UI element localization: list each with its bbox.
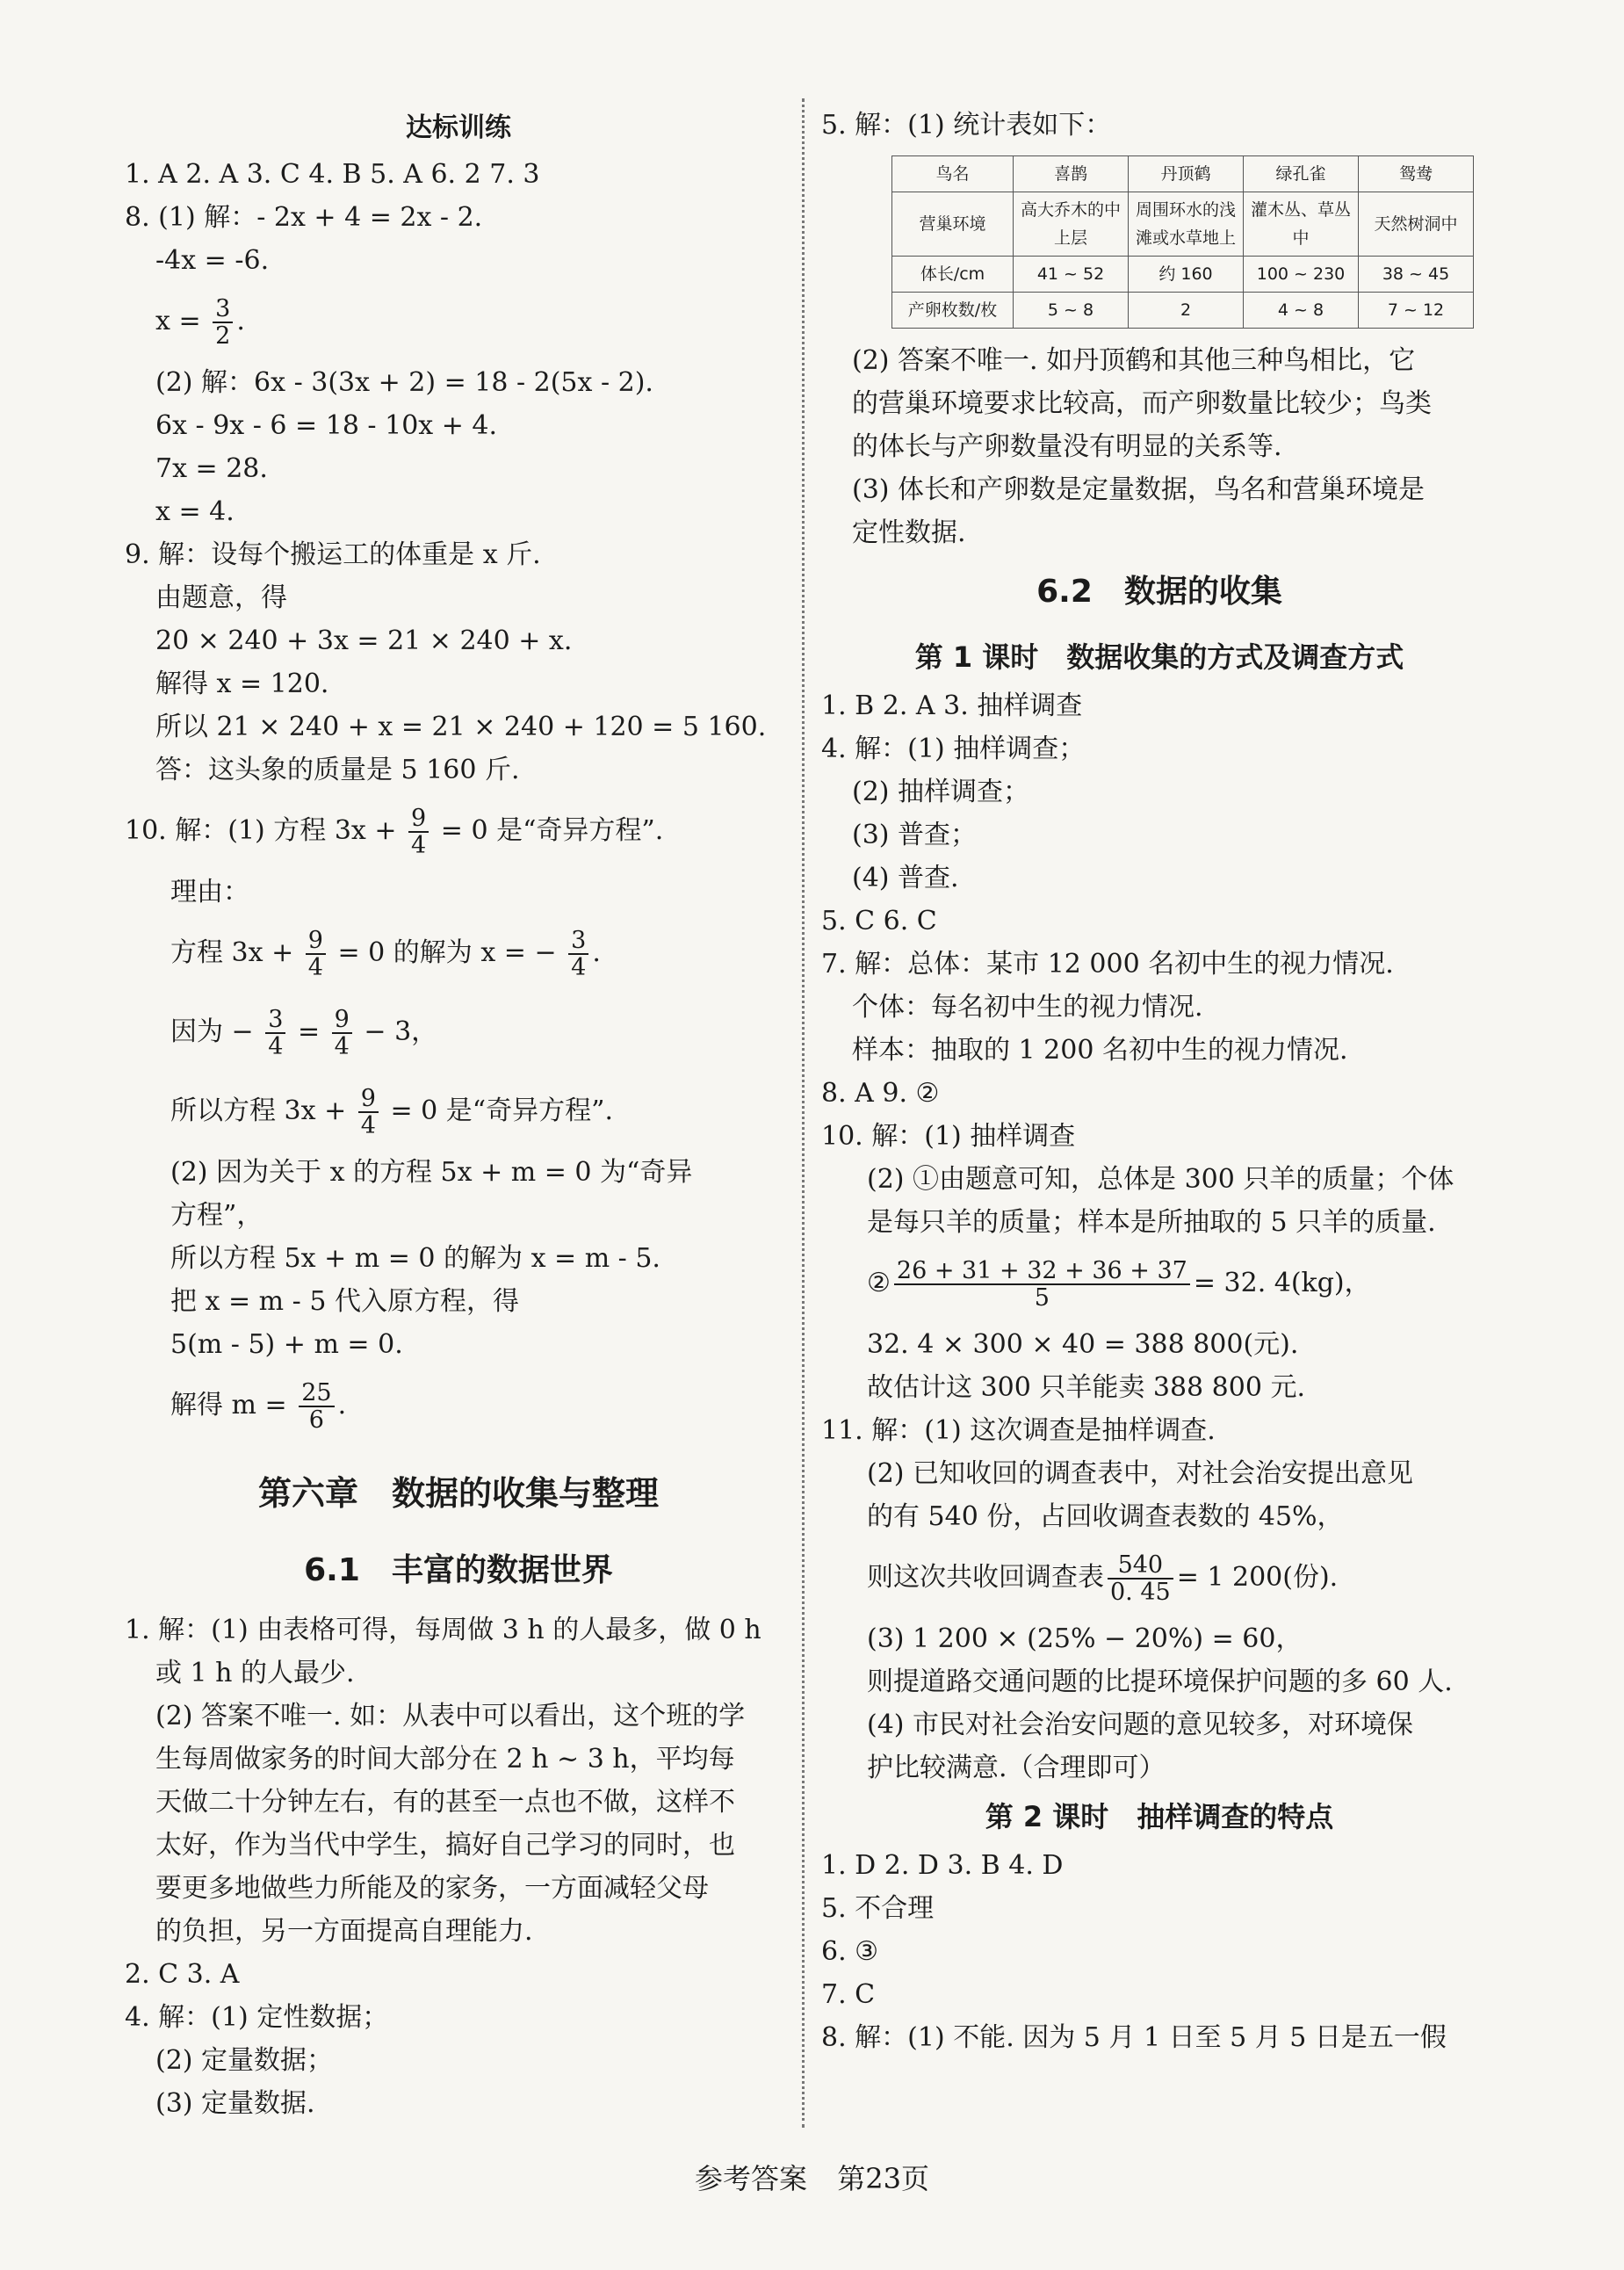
fraction: $\frac{26 + 31 + 32 + 36 + 37}{5}$ (894, 1258, 1190, 1311)
table-cell: 体长/cm (892, 257, 1014, 293)
answer-line: 所以方程 5x + m = 0 的解为 x = m - 5. (170, 1243, 660, 1274)
answer-line: 的有 540 份，占回收调查表数的 45%， (867, 1501, 1344, 1532)
answer-line: 5. 不合理 (821, 1893, 935, 1924)
fraction-line: 因为 − $\frac{3}{4}$ = $\frac{9}{4}$ − 3， (170, 1006, 438, 1060)
table-cell: 灌木丛、草丛中 (1244, 192, 1359, 257)
answer-line: 护比较满意.（合理即可） (867, 1753, 1166, 1783)
answer-line: 定性数据. (852, 517, 966, 548)
table-cell: 41 ~ 52 (1014, 257, 1129, 293)
lesson-title-1: 第 1 课时 数据收集的方式及调查方式 (914, 640, 1404, 674)
table-cell: 绿孔雀 (1244, 156, 1359, 192)
footer-label: 参考答案 (695, 2162, 808, 2195)
answer-line: 个体：每名初中生的视力情况. (852, 992, 1203, 1023)
answer-line: 故估计这 300 只羊能卖 388 800 元. (867, 1372, 1305, 1403)
table-row (892, 257, 1474, 293)
fraction-line: ② $\frac{26 + 31 + 32 + 36 + 37}{5}$ = 32. 4(kg)， (867, 1257, 1371, 1312)
table-cell: 高大乔木的中上层 (1014, 192, 1129, 257)
answer-line: 8. (1) 解：- 2x + 4 = 2x - 2. (125, 202, 483, 233)
chapter-title: 第六章 数据的收集与整理 (257, 1474, 659, 1513)
answer-line: 7. 解：总体：某市 12 000 名初中生的视力情况. (821, 949, 1394, 980)
answer-line: 2. C 3. A (125, 1959, 240, 1990)
answer-line: 的营巢环境要求比较高，而产卵数量比较少；鸟类 (852, 388, 1432, 419)
table-cell: 5 ~ 8 (1014, 293, 1129, 329)
answer-line: 解得 x = 120. (155, 669, 329, 699)
right-column (821, 104, 1498, 2059)
answer-line: 32. 4 × 300 × 40 = 388 800(元). (867, 1329, 1299, 1360)
answer-line: 7x = 28. (155, 453, 268, 484)
table-cell: 营巢环境 (892, 192, 1014, 257)
answer-line: (4) 普查. (852, 863, 959, 893)
bird-statistics-table (891, 155, 1474, 329)
answer-line: 答：这头象的质量是 5 160 斤. (155, 755, 520, 785)
section-title-6-2: 6.2 数据的收集 (1036, 574, 1282, 610)
answer-line: (2) ①由题意可知，总体是 300 只羊的质量；个体 (867, 1164, 1454, 1195)
answer-line: -4x = -6. (155, 245, 270, 276)
answer-line: 是每只羊的质量；样本是所抽取的 5 只羊的质量. (867, 1207, 1436, 1238)
fraction: $\frac{3}{4}$ (265, 1007, 285, 1059)
fraction: $\frac{9}{4}$ (358, 1086, 379, 1139)
section-heading-practice: 达标训练 (406, 112, 511, 143)
answer-line: (3) 定量数据. (155, 2088, 315, 2119)
fraction-line: 10. 解：(1) 方程 3x + $\frac{9}{4}$ = 0 是“奇异方程”. (125, 805, 664, 859)
answer-line: 的负担，另一方面提高自理能力. (155, 1916, 533, 1947)
fraction-line: 所以方程 3x + $\frac{9}{4}$ = 0 是“奇异方程”. (170, 1085, 614, 1139)
fraction: $\frac{25}{6}$ (299, 1380, 334, 1433)
fraction: $\frac{9}{4}$ (332, 1007, 352, 1059)
fraction-line: x = $\frac{3}{2}$ . (155, 295, 245, 350)
table-cell: 喜鹊 (1014, 156, 1129, 192)
table-cell: 鸳鸯 (1359, 156, 1474, 192)
answer-line: 样本：抽取的 1 200 名初中生的视力情况. (852, 1035, 1348, 1066)
answer-line: 5. C 6. C (821, 906, 937, 936)
answer-line: (3) 体长和产卵数是定量数据，鸟名和营巢环境是 (852, 474, 1426, 505)
answer-line: (2) 因为关于 x 的方程 5x + m = 0 为“奇异 (170, 1157, 693, 1188)
answer-line: 由题意，得 (155, 582, 287, 613)
answer-line: 要更多地做些力所能及的家务，一方面减轻父母 (155, 1873, 709, 1904)
lesson-title-2: 第 2 课时 抽样调查的特点 (985, 1800, 1334, 1833)
answer-line: 7. C (821, 1979, 876, 2010)
answer-line: 5(m - 5) + m = 0. (170, 1329, 403, 1360)
table-cell: 约 160 (1129, 257, 1244, 293)
answer-line: 20 × 240 + 3x = 21 × 240 + x. (155, 625, 573, 656)
answer-line: 的体长与产卵数量没有明显的关系等. (852, 431, 1282, 462)
fraction-line: 则这次共收回调查表 $\frac{540}{0. 45}$ = 1 200(份). (867, 1551, 1339, 1606)
answer-line: 1. B 2. A 3. 抽样调查 (821, 690, 1083, 721)
answer-line: 4. 解：(1) 抽样调查； (821, 734, 1086, 764)
table-cell: 天然树洞中 (1359, 192, 1474, 257)
table-cell: 7 ~ 12 (1359, 293, 1474, 329)
answer-line: 或 1 h 的人最少. (155, 1658, 355, 1688)
table-cell: 丹顶鹤 (1129, 156, 1244, 192)
answer-line: 则提道路交通问题的比提环境保护问题的多 60 人. (867, 1666, 1453, 1697)
answer-line: (2) 定量数据； (155, 2045, 334, 2076)
table-cell: 4 ~ 8 (1244, 293, 1359, 329)
answer-line: 1. D 2. D 3. B 4. D (821, 1850, 1064, 1881)
page-number: 第23页 (837, 2162, 929, 2195)
answer-line: 6x - 9x - 6 = 18 - 10x + 4. (155, 410, 498, 441)
answer-line: (4) 市民对社会治安问题的意见较多，对环境保 (867, 1710, 1414, 1740)
table-cell: 产卵枚数/枚 (892, 293, 1014, 329)
answer-line: 10. 解：(1) 抽样调查 (821, 1121, 1076, 1152)
column-divider (802, 98, 805, 2128)
answer-line: 1. A 2. A 3. C 4. B 5. A 6. 2 7. 3 (125, 159, 540, 190)
answer-line: (2) 已知收回的调查表中，对社会治安提出意见 (867, 1458, 1414, 1489)
fraction: $\frac{3}{2}$ (213, 296, 233, 349)
answer-line: 方程”， (170, 1200, 263, 1231)
fraction: $\frac{3}{4}$ (568, 928, 588, 980)
table-cell: 38 ~ 45 (1359, 257, 1474, 293)
answer-line: x = 4. (155, 496, 235, 527)
table-cell: 100 ~ 230 (1244, 257, 1359, 293)
answer-line: 1. 解：(1) 由表格可得，每周做 3 h 的人最多，做 0 h (125, 1615, 761, 1645)
fraction: $\frac{9}{4}$ (306, 928, 326, 980)
answer-line: (2) 抽样调查； (852, 777, 1030, 807)
answer-line: (3) 1 200 × (25% − 20%) = 60， (867, 1623, 1303, 1654)
answer-line: (2) 答案不唯一. 如：从表中可以看出，这个班的学 (155, 1701, 746, 1731)
table-cell: 周围环水的浅滩或水草地上 (1129, 192, 1244, 257)
page-footer (0, 2157, 1624, 2197)
fraction-line: 解得 m = $\frac{25}{6}$ . (170, 1379, 347, 1434)
table-row (892, 192, 1474, 257)
section-title-6-1: 6.1 丰富的数据世界 (304, 1552, 613, 1588)
answer-line: (3) 普查； (852, 820, 978, 850)
answer-line: (2) 解：6x - 3(3x + 2) = 18 - 2(5x - 2). (155, 367, 653, 398)
answer-line: 把 x = m - 5 代入原方程，得 (170, 1286, 519, 1317)
answer-line: 8. A 9. ② (821, 1078, 940, 1109)
table-header-row (892, 156, 1474, 192)
table-cell: 鸟名 (892, 156, 1014, 192)
answer-line: 理由： (170, 877, 249, 907)
answer-line: 所以 21 × 240 + x = 21 × 240 + 120 = 5 160. (155, 712, 767, 742)
left-column (125, 104, 792, 2125)
fraction: $\frac{540}{0. 45}$ (1108, 1552, 1173, 1605)
answer-line: (2) 答案不唯一. 如丹顶鹤和其他三种鸟相比，它 (852, 345, 1416, 376)
answer-line: 11. 解：(1) 这次调查是抽样调查. (821, 1415, 1216, 1446)
fraction-line: 方程 3x + $\frac{9}{4}$ = 0 的解为 x = − $\frac{3}{4}$ . (170, 927, 601, 981)
fraction: $\frac{9}{4}$ (408, 806, 429, 858)
answer-line: 4. 解：(1) 定性数据； (125, 2002, 389, 2033)
answer-line: 9. 解：设每个搬运工的体重是 x 斤. (125, 539, 541, 570)
answer-line: 6. ③ (821, 1936, 879, 1967)
table-cell: 2 (1129, 293, 1244, 329)
answer-line: 5. 解：(1) 统计表如下： (821, 110, 1112, 141)
table-row (892, 293, 1474, 329)
answer-line: 8. 解：(1) 不能. 因为 5 月 1 日至 5 月 5 日是五一假 (821, 2022, 1447, 2053)
answer-line: 天做二十分钟左右，有的甚至一点也不做，这样不 (155, 1787, 735, 1818)
answer-line: 生每周做家务的时间大部分在 2 h ~ 3 h，平均每 (155, 1744, 735, 1775)
answer-line: 太好，作为当代中学生，搞好自己学习的同时，也 (155, 1830, 735, 1861)
